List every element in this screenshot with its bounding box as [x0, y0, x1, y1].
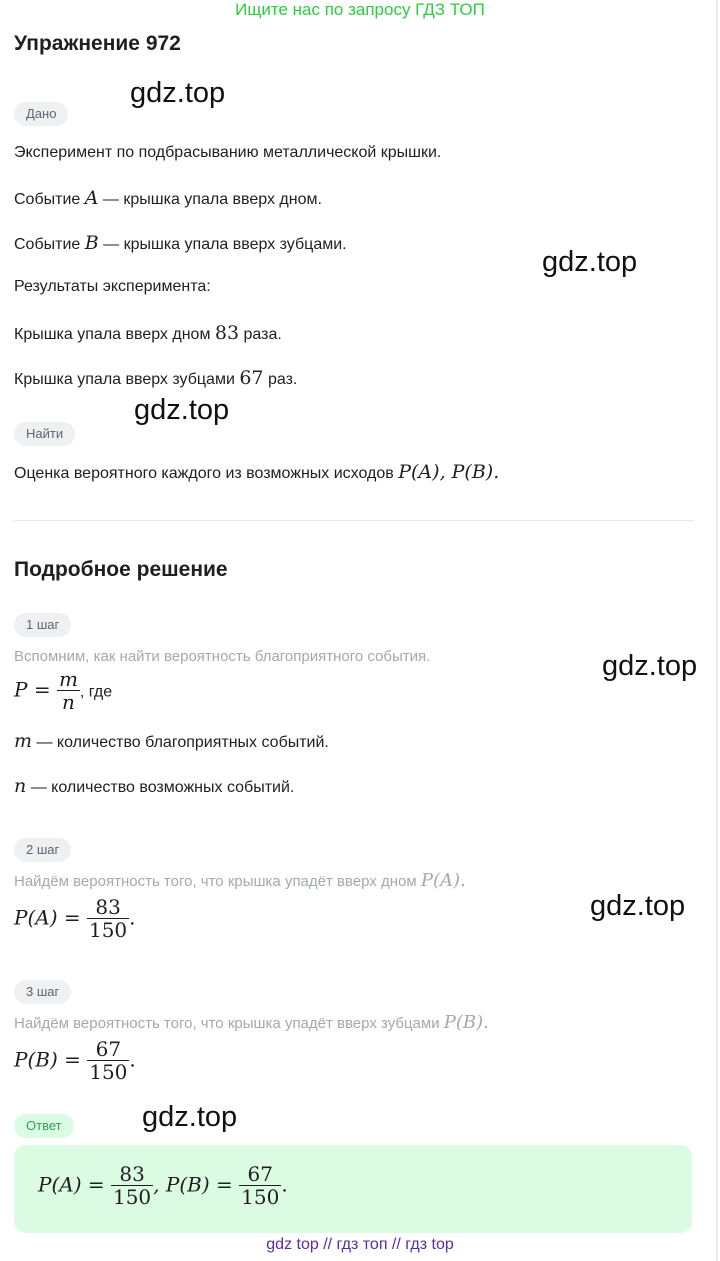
fraction: $\frac{67}{150}$: [89, 1037, 128, 1084]
step-1-badge: 1 шаг: [14, 613, 71, 637]
watermark: gdz.top: [542, 246, 638, 278]
fraction: $\frac{83}{150}$: [112, 1162, 152, 1209]
given-line-experiment: Эксперимент по подбрасыванию металлической крышки.: [14, 144, 442, 161]
right-edge-line: [716, 0, 718, 1261]
step-1-n-def: n — количество возможных событий.: [14, 775, 295, 797]
find-text: Оценка вероятного каждого из возможных исходов P(A), P(B).: [14, 461, 500, 483]
answer-badge: Ответ: [14, 1114, 74, 1138]
fraction: $\frac{67}{150}$: [241, 1162, 280, 1209]
watermark: gdz.top: [134, 394, 230, 426]
watermark: gdz.top: [602, 650, 698, 682]
given-results-heading: Результаты эксперимента:: [14, 278, 211, 295]
step-2-formula: P(A) = $\frac{83}{150}$ .: [14, 895, 136, 942]
watermark: gdz.top: [590, 890, 686, 922]
given-bottom-count: Крышка упала вверх дном 83 раза.: [14, 322, 282, 344]
search-banner[interactable]: Ищите нас по запросу ГДЗ ТОП: [235, 0, 485, 19]
step-3-formula: P(B) = $\frac{67}{150}$ .: [14, 1037, 136, 1084]
page-title: Упражнение 972: [14, 32, 181, 55]
solution-title: Подробное решение: [14, 558, 228, 581]
fraction: $\frac{m}{n}$: [58, 667, 78, 714]
step-2-badge: 2 шаг: [14, 838, 71, 862]
given-event-b: Событие B — крышка упала вверх зубцами.: [14, 232, 347, 254]
given-badge: Дано: [14, 102, 68, 126]
given-event-a: Событие A — крышка упала вверх дном.: [14, 187, 322, 209]
step-1-formula: P = $\frac{m}{n}$ , где: [14, 667, 113, 714]
given-teeth-count: Крышка упала вверх зубцами 67 раз.: [14, 367, 298, 389]
find-badge: Найти: [14, 422, 75, 446]
step-3-badge: 3 шаг: [14, 980, 71, 1004]
step-2-hint: Найдём вероятность того, что крышка упадёт вверх дном P(A).: [14, 870, 466, 891]
step-1-m-def: m — количество благоприятных событий.: [14, 730, 329, 752]
watermark: gdz.top: [142, 1101, 238, 1133]
fraction: $\frac{83}{150}$: [88, 895, 128, 942]
step-3-hint: Найдём вероятность того, что крышка упадёт вверх зубцами P(B).: [14, 1012, 489, 1033]
step-1-hint: Вспомним, как найти вероятность благоприятного события.: [14, 648, 431, 665]
answer-formula: P(A) = $\frac{83}{150}$ , P(B) = $\frac{67}{150}$ .: [38, 1162, 288, 1209]
footer-links[interactable]: gdz top // гдз топ // гдз top: [266, 1236, 454, 1253]
watermark: gdz.top: [130, 77, 226, 109]
section-divider: [14, 520, 694, 521]
